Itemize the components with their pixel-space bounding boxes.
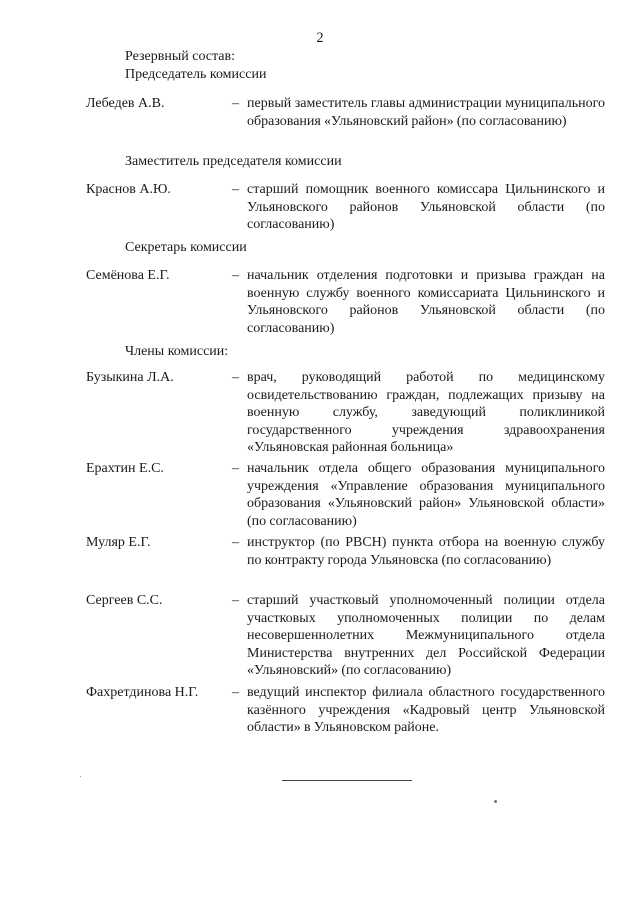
member-name: Бузыкина Л.А. [86,370,174,385]
dash: – [232,370,239,385]
deputy-name: Краснов А.Ю. [86,182,171,197]
member-name: Сергеев С.С. [86,593,163,608]
member-name: Муляр Е.Г. [86,535,151,550]
scan-speck [80,776,81,777]
member-name: Ерахтин Е.С. [86,461,164,476]
dash: – [232,182,239,197]
dash: – [232,268,239,283]
chairman-description: первый заместитель главы администрации муниципального образования «Ульяновский район» (по согласованию) [247,96,605,129]
secretary-description: начальник отделения подготовки и призыва граждан на военную службу военного комиссариата Цильнинского и Ульяновского районов Ульяновской области (по согласованию) [247,268,605,336]
member-description: врач, руководящий работой по медицинскому освидетельствованию граждан, подлежащих призыву на военную службу, заведующий поликлиникой государственного учреждения здравоохранения «Ульяновская районная больница» [247,370,605,456]
secretary-name: Семёнова Е.Г. [86,268,170,283]
dash: – [232,535,239,550]
chairman-name: Лебедев А.В. [86,96,165,111]
dash: – [232,96,239,111]
chairman-heading: Председатель комиссии [125,67,267,82]
member-name: Фахретдинова Н.Г. [86,685,199,700]
member-description: ведущий инспектор филиала областного государственного казённого учреждения «Кадровый центр Ульяновской области» в Ульяновском районе. [247,685,605,736]
member-description: инструктор (по РВСН) пункта отбора на военную службу по контракту города Ульяновска (по согласованию) [247,535,605,568]
dash: – [232,461,239,476]
members-heading: Члены комиссии: [125,344,229,359]
end-rule [282,780,412,781]
dash: – [232,685,239,700]
deputy-heading: Заместитель председателя комиссии [125,154,342,169]
scan-speck [494,800,497,803]
reserve-title: Резервный состав: [125,49,236,64]
secretary-heading: Секретарь комиссии [125,240,247,255]
deputy-description: старший помощник военного комиссара Цильнинского и Ульяновского районов Ульяновской области (по согласованию) [247,182,605,233]
dash: – [232,593,239,608]
member-description: старший участковый уполномоченный полиции отдела участковых уполномоченных полиции по делам несовершеннолетних Межмуниципального отдела Министерства внутренних дел Российской Федерации «Ульяновский» (по согласованию) [247,593,605,679]
page-number: 2 [316,30,324,46]
member-description: начальник отдела общего образования муниципального учреждения «Управление образования муниципального образования «Ульяновский район» Ульяновской области» (по согласованию) [247,461,605,529]
